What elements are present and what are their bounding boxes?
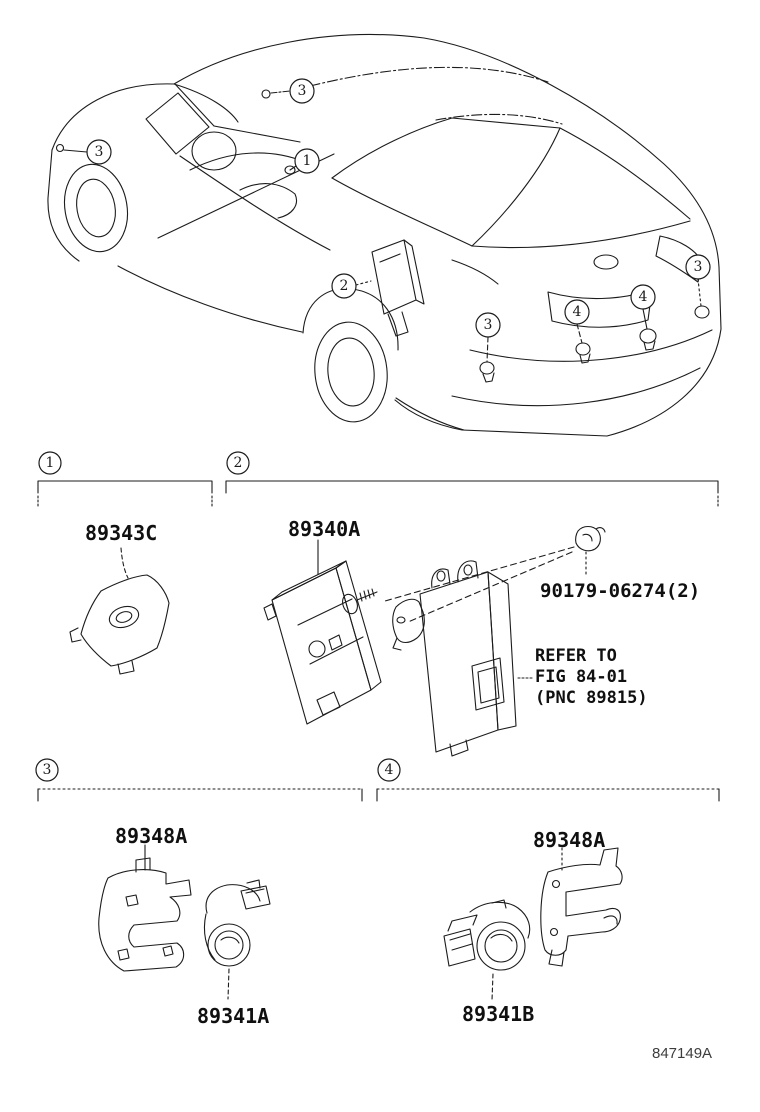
mount-nut-drawing — [385, 527, 605, 623]
front-retainer-drawing — [99, 845, 191, 971]
refer-note-line: FIG 84-01 — [535, 667, 628, 687]
part-number-89340a[interactable]: 89340A — [288, 517, 361, 541]
figure-code: 847149A — [652, 1045, 713, 1062]
callout-ref[interactable]: 3 — [483, 317, 493, 333]
front-sensor-drawing — [204, 880, 270, 999]
rear-retainer-drawing — [541, 848, 622, 966]
refer-note-line: (PNC 89815) — [535, 688, 648, 708]
vehicle-leader-lines — [64, 91, 701, 362]
section-ref[interactable]: 4 — [384, 762, 394, 778]
callout-ref[interactable]: 1 — [302, 153, 312, 169]
rear-sensor-drawing — [444, 900, 530, 1000]
sonar-ecu-drawing — [264, 540, 424, 724]
part-number-89341a[interactable]: 89341A — [197, 1004, 270, 1028]
section-ref[interactable]: 3 — [42, 762, 52, 778]
callout-ref[interactable]: 2 — [339, 278, 349, 294]
callout-ref[interactable]: 3 — [297, 83, 307, 99]
part-number-89348a-rear[interactable]: 89348A — [533, 828, 606, 852]
vehicle-line-art — [48, 35, 721, 436]
refer-note-line: REFER TO — [535, 646, 617, 666]
callout-ref[interactable]: 3 — [94, 144, 104, 160]
refer-note — [535, 646, 648, 709]
part-number-89348a-front[interactable]: 89348A — [115, 824, 188, 848]
refer-ecu-drawing — [420, 561, 533, 756]
vehicle-callout-circles — [87, 79, 710, 337]
part-number-89341b[interactable]: 89341B — [462, 1002, 535, 1026]
section-ref[interactable]: 2 — [233, 455, 243, 471]
part-number-89343c[interactable]: 89343C — [85, 521, 158, 545]
callout-ref[interactable]: 3 — [693, 259, 703, 275]
callout-ref[interactable]: 4 — [638, 289, 648, 305]
section-ref-circles — [36, 452, 400, 781]
section-ref[interactable]: 1 — [45, 455, 55, 471]
buzzer-drawing — [70, 548, 169, 674]
part-number-nut[interactable]: 90179-06274(2) — [540, 580, 701, 602]
callout-ref[interactable]: 4 — [572, 304, 582, 320]
